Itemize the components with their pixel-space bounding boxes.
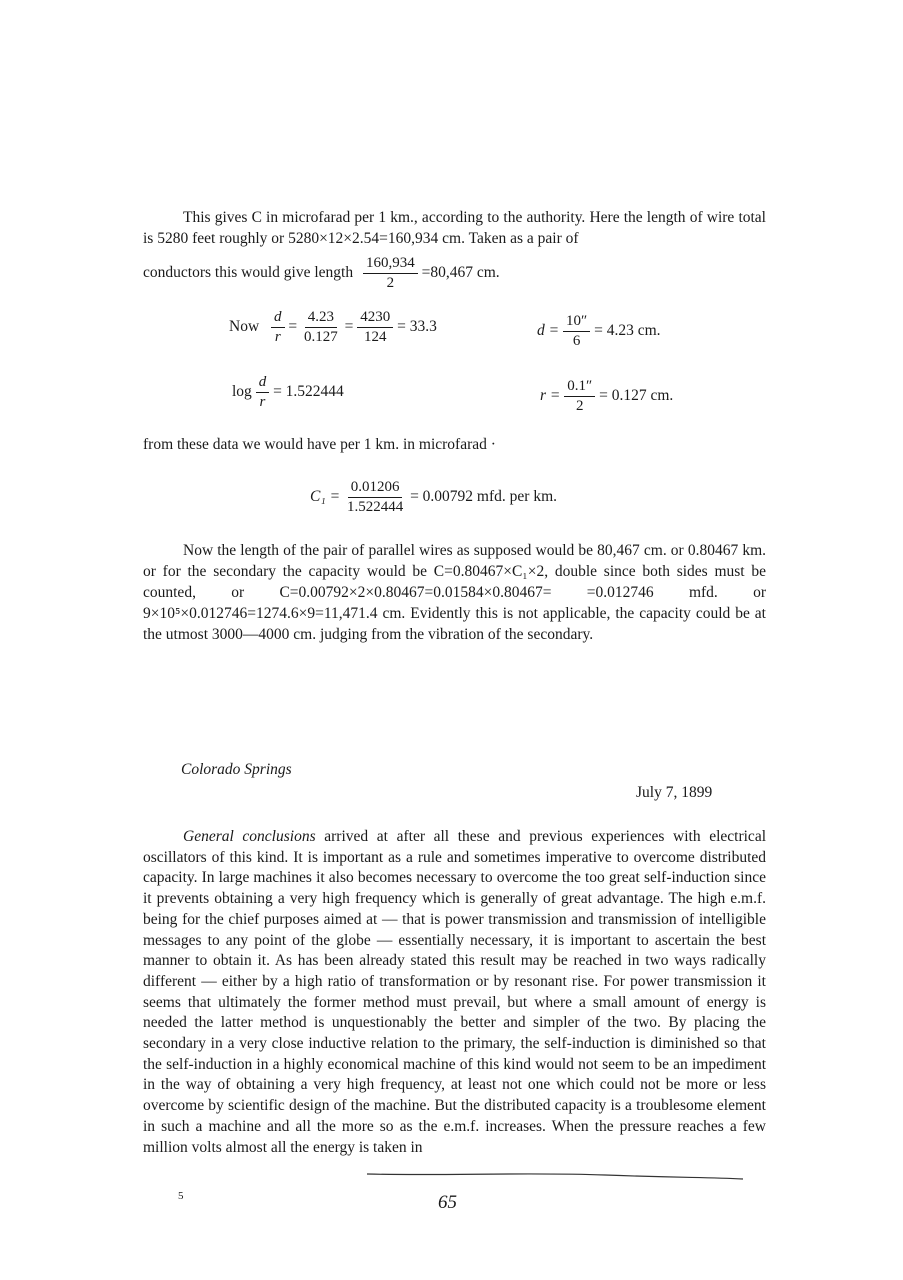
fraction-denominator: 1.522444 (346, 499, 404, 515)
fraction-denominator: r (274, 329, 281, 345)
equation-lhs: d = (537, 322, 560, 340)
fraction-denominator: r (259, 394, 266, 410)
equation-lhs: r = (540, 387, 561, 405)
half-length-result: =80,467 cm. (421, 264, 500, 282)
half-length-fraction (363, 255, 418, 292)
signature-mark: 5 (178, 1190, 184, 1202)
fraction-numerator: 4.23 (305, 309, 337, 328)
r-equation (540, 378, 673, 415)
data-line: from these data we would have per 1 km. in microfarad · (143, 436, 496, 453)
length-paragraph: Now the length of the pair of parallel wires as supposed would be 80,467 cm. or 0.80467 km. or for the secondary the capacity would be C=0.80467×C₁×2, double since both sides must be counted, or C=0.00792×2×0.80467=0.01584×0.80467= =0.012746 mfd. or 9×10⁵×0.012746=1274.6×9=11,471.4 cm. Evidently this is not applicable, the capacity could be at the utmost 3000—4000 cm. judging from the vibration of the secondary. (143, 542, 766, 643)
fraction-numerator: 0.1″ (564, 378, 595, 397)
fraction-denominator: 2 (386, 275, 395, 291)
equation-lhs: C₁ = (310, 488, 341, 506)
conclusions-lead: General conclusions (183, 828, 316, 845)
date-heading: July 7, 1899 (636, 784, 713, 801)
ratio-fraction-1 (301, 309, 341, 346)
half-length-line (143, 255, 500, 292)
fraction-numerator: d (271, 309, 285, 328)
r-result: = 0.127 cm. (599, 387, 674, 405)
fraction-denominator: 124 (364, 329, 387, 345)
log-result: = 1.522444 (273, 383, 344, 401)
fraction-numerator: 160,934 (363, 255, 418, 274)
fraction-numerator: 0.01206 (348, 479, 403, 498)
r-fraction (564, 378, 595, 415)
d-result: = 4.23 cm. (594, 322, 661, 340)
d-equation (537, 313, 661, 350)
c1-fraction (344, 479, 406, 516)
c1-equation (310, 479, 557, 516)
fraction-numerator: d (256, 374, 270, 393)
intro-text: This gives C in microfarad per 1 km., according to the authority. Here the length of wire total is 5280 feet roughly or 5280×12×2.54=160,934 cm. Taken as a pair of (143, 209, 766, 247)
fraction-denominator: 2 (576, 398, 584, 414)
fraction-numerator: 4230 (357, 309, 393, 328)
place-heading: Colorado Springs (181, 761, 292, 778)
conductors-prefix: conductors this would give length (143, 264, 354, 282)
d-fraction (563, 313, 590, 350)
ratio-equation: Now $\frac{d}{r}$ = $\frac{4.23}{0.127}$ = $\frac{4230}{124}$ = 33.3 (229, 309, 437, 345)
ratio-result: = 33.3 (397, 318, 437, 336)
d-over-r-fraction (271, 309, 285, 346)
log-equation (232, 374, 344, 411)
equation-lead: log (232, 383, 252, 401)
handwritten-underline (365, 1168, 745, 1182)
intro-paragraph (143, 207, 766, 249)
conclusions-paragraph (143, 827, 766, 1158)
log-fraction (256, 374, 270, 411)
page-number: 65 (438, 1192, 457, 1213)
fraction-denominator: 0.127 (304, 329, 338, 345)
fraction-denominator: 6 (572, 333, 581, 349)
equation-lead: Now (229, 318, 260, 336)
ratio-fraction-2 (357, 309, 393, 346)
fraction-numerator: 10″ (563, 313, 590, 332)
conclusions-text: arrived at after all these and previous experiences with electrical oscillators of this kind. It is important as a rule and sometimes imperative to overcome distributed capacity. In large machines it also becomes necessary to overcome the too great self-induction since it prevents obtaining a very high frequency which is generally of great advantage. The high e.m.f. being for the chief purposes aimed at — that is power transmission and transmission of intelligible messages to any point of the globe — essentially necessary, it is important to ascertain the best manner to obtain it. As has been already stated this result may be reached in two ways radically different — either by a high ratio of transformation or by resonant rise. For power transmission it seems that ultimately the former method must prevail, but where a small amount of energy is needed the latter method is unquestionably the better and simpler of the two. By placing the secondary in a very close inductive relation to the primary, the self-induction is diminished so that the self-induction in a highly economical machine of this kind would not seem to be an impediment in the way of obtaining a very high frequency, at least not one which could not be more or less overcome by scientific design of the machine. But the distributed capacity is a troublesome element in such a machine and all the more so as the e.m.f. increases. When the pressure reaches a few million volts almost all the energy is taken in (143, 828, 766, 1156)
c1-result: = 0.00792 mfd. per km. (410, 488, 557, 506)
